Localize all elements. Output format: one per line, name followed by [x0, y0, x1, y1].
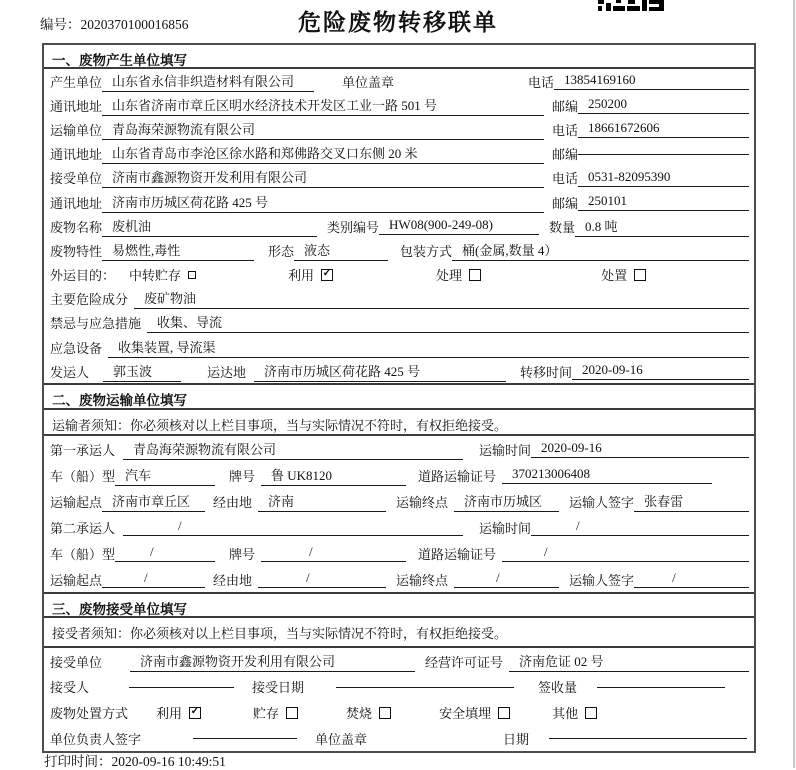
row-receiver-address [44, 190, 754, 214]
route2-origin-value: / [102, 570, 205, 588]
document-number-value: 2020370100016856 [80, 17, 189, 32]
vehicle-type1-value: 汽车 [115, 465, 215, 486]
row-receiver-unit [44, 166, 754, 190]
first-carrier-value: 青岛海荣源物流有限公司 [123, 439, 463, 460]
row-emergency-measures [44, 311, 754, 335]
disposal-landfill-label: 安全填埋 [439, 706, 492, 722]
row-outbound-purpose [44, 263, 754, 287]
destination-label: 运达地 [207, 364, 247, 380]
packaging-label: 包装方式 [400, 243, 453, 259]
print-time-label: 打印时间： [44, 754, 112, 769]
road-permit1-value: 370213006408 [502, 466, 712, 484]
accept-unit-label: 接受单位 [50, 654, 103, 670]
quantity-value: 0.8 吨 [575, 216, 749, 237]
accept-unit-value: 济南市鑫源物资开发利用有限公司 [130, 651, 415, 672]
disposal-option-utilize [156, 703, 201, 722]
purpose-dispose-checkbox [634, 269, 646, 281]
route1-end-label: 运输终点 [396, 494, 449, 510]
purpose-treat-label: 处理 [436, 268, 463, 284]
responsible-signature-label: 单位负责人签字 [50, 731, 142, 747]
waste-name-value: 废机油 [102, 216, 317, 237]
disposal-utilize-label: 利用 [156, 706, 183, 722]
route1-signature-label: 运输人签字 [569, 494, 635, 510]
license-no-value: 济南危证 02 号 [509, 651, 749, 672]
disposal-option-other [552, 703, 597, 722]
receiver-unit-value: 济南市鑫源物资开发利用有限公司 [102, 167, 544, 188]
transport-zip-label: 邮编 [552, 147, 579, 163]
row-route1 [44, 488, 754, 514]
license-no-label: 经营许可证号 [425, 654, 504, 670]
quantity-label: 数量 [549, 219, 576, 235]
section-transporter [44, 383, 754, 592]
vehicle-type2-label: 车（船）型 [50, 546, 116, 562]
purpose-option-utilize [288, 265, 333, 284]
road-permit2-label: 道路运输证号 [418, 546, 497, 562]
row-waste-traits [44, 238, 754, 262]
disposal-option-store [253, 703, 298, 722]
accept-date-value [336, 686, 514, 688]
category-code-label: 类别编号 [327, 219, 380, 235]
second-carrier-value: / [123, 518, 463, 536]
receiver-zip-value: 250101 [578, 193, 749, 211]
purpose-utilize-label: 利用 [288, 268, 315, 284]
packaging-value: 桶(金属,数量 4） [452, 240, 749, 261]
disposal-utilize-checkbox: ✓ [190, 706, 200, 718]
route2-origin-label: 运输起点 [50, 572, 103, 588]
disposal-method-label: 废物处置方式 [50, 706, 129, 722]
emergency-equipment-value: 收集装置, 导流渠 [108, 337, 749, 358]
route1-via-label: 经由地 [213, 494, 253, 510]
route2-via-label: 经由地 [213, 572, 253, 588]
row-route2 [44, 566, 754, 592]
transport-zip-value [578, 153, 749, 155]
print-time-value: 2020-09-16 10:49:51 [111, 754, 226, 769]
transport-address-label: 通讯地址 [50, 147, 103, 163]
transport-unit-value: 青岛海荣源物流有限公司 [102, 119, 544, 140]
row-responsible-signature [44, 726, 754, 752]
route1-via-value: 济南 [258, 491, 386, 512]
route1-end-value: 济南市历城区 [454, 491, 559, 512]
route2-end-value: / [454, 570, 559, 588]
producer-address-value: 山东省济南市章丘区明水经济技术开发区工业一路 501 号 [102, 95, 544, 116]
producer-address-label: 通讯地址 [50, 98, 103, 114]
transfer-date-value: 2020-09-16 [572, 362, 749, 380]
disposal-option-incinerate [346, 703, 391, 722]
disposal-option-landfill [439, 703, 510, 722]
producer-zip-label: 邮编 [552, 98, 579, 114]
row-transport-unit [44, 117, 754, 141]
purpose-transfer-storage-label: 中转贮存 [129, 268, 182, 284]
transport-unit-label: 运输单位 [50, 122, 103, 138]
receiver-zip-label: 邮编 [552, 195, 579, 211]
row-hazard-components [44, 287, 754, 311]
purpose-option-dispose [601, 265, 646, 284]
row-accept-unit [44, 648, 754, 674]
unit-seal-label: 单位盖章 [342, 74, 395, 90]
producer-phone-value: 13854169160 [554, 72, 749, 90]
row-transport-address [44, 142, 754, 166]
disposal-store-checkbox [286, 707, 298, 719]
received-amount-value [597, 686, 725, 688]
date-value [549, 737, 747, 739]
second-carrier-label: 第二承运人 [50, 520, 116, 536]
destination-value: 济南市历城区荷花路 425 号 [254, 361, 506, 382]
plate-no2-value: / [261, 544, 406, 562]
document-header [0, 0, 796, 40]
receiver-phone-value: 0531-82095390 [578, 169, 749, 187]
purpose-utilize-checkbox: ✓ [322, 268, 332, 280]
form-state-label: 形态 [268, 243, 295, 259]
purpose-option-transfer-storage [129, 265, 196, 284]
emergency-equipment-label: 应急设备 [50, 340, 103, 356]
waste-name-label: 废物名称 [50, 219, 103, 235]
receiver-address-label: 通讯地址 [50, 195, 103, 211]
disposal-other-checkbox [585, 707, 597, 719]
qr-code-fragment-icon [598, 0, 664, 11]
first-carrier-label: 第一承运人 [50, 442, 116, 458]
date-label: 日期 [503, 731, 530, 747]
route1-signature-value: 张春雷 [634, 491, 749, 512]
row-first-carrier [44, 436, 754, 462]
receiver-notice: 接受者须知：你必须核对以上栏目事项，当与实际情况不符时，有权拒绝接受。 [44, 618, 754, 648]
disposal-other-label: 其他 [552, 706, 579, 722]
waste-traits-label: 废物特性 [50, 243, 103, 259]
receiver-phone-label: 电话 [552, 171, 579, 187]
accept-person-label: 接受人 [50, 680, 90, 696]
form-state-value: 液态 [294, 240, 388, 261]
row-accept-person [44, 674, 754, 700]
purpose-treat-checkbox [469, 269, 481, 281]
print-time [44, 750, 226, 770]
route2-signature-value: / [634, 570, 749, 588]
shipper-label: 发运人 [50, 364, 90, 380]
accept-person-value [129, 686, 234, 688]
outbound-purpose-label: 外运目的： [50, 268, 116, 284]
vehicle-type1-label: 车（船）型 [50, 468, 116, 484]
road-permit2-value: / [502, 544, 749, 562]
shipper-value: 郭玉波 [103, 361, 181, 382]
section2-title: 二、废物运输单位填写 [44, 383, 754, 410]
transport-phone-label: 电话 [552, 122, 579, 138]
window-right-edge [793, 0, 795, 768]
accept-date-label: 接受日期 [252, 680, 305, 696]
emergency-measures-value: 收集、导流 [147, 312, 749, 333]
emergency-measures-label: 禁忌与应急措施 [50, 316, 142, 332]
plate-no1-value: 鲁 UK8120 [261, 465, 406, 486]
category-code-value: HW08(900-249-08) [379, 217, 539, 235]
waste-traits-value: 易燃性,毒性 [102, 240, 254, 261]
transport-phone-value: 18661672606 [578, 120, 749, 138]
responsible-signature-value [193, 737, 297, 739]
row-waste-name [44, 214, 754, 238]
row-emergency-equipment [44, 335, 754, 359]
transport-time1-value: 2020-09-16 [531, 440, 749, 458]
section1-title: 一、废物产生单位填写 [44, 45, 754, 69]
transport-address-value: 山东省青岛市李沧区徐水路和郑佛路交叉口东侧 20 米 [102, 143, 544, 164]
transport-time2-value: / [531, 518, 749, 536]
section3-title: 三、废物接受单位填写 [44, 592, 754, 618]
hazard-components-value: 废矿物油 [134, 288, 749, 309]
disposal-incinerate-checkbox [379, 707, 391, 719]
row-disposal-method [44, 700, 754, 726]
transporter-notice: 运输者须知：你必须核对以上栏目事项，当与实际情况不符时，有权拒绝接受。 [44, 410, 754, 436]
row-vehicle-type1 [44, 462, 754, 488]
route2-end-label: 运输终点 [396, 572, 449, 588]
road-permit1-label: 道路运输证号 [418, 468, 497, 484]
disposal-landfill-checkbox [498, 707, 510, 719]
received-amount-label: 签收量 [538, 680, 578, 696]
route1-origin-value: 济南市章丘区 [102, 491, 205, 512]
producer-zip-value: 250200 [578, 96, 749, 114]
producer-unit-label: 产生单位 [50, 74, 103, 90]
plate-no2-label: 牌号 [229, 546, 256, 562]
route2-signature-label: 运输人签字 [569, 572, 635, 588]
disposal-incinerate-label: 焚烧 [346, 706, 373, 722]
unit-seal2-label: 单位盖章 [315, 731, 368, 747]
row-vehicle-type2 [44, 540, 754, 566]
row-second-carrier [44, 514, 754, 540]
row-shipper [44, 359, 754, 383]
row-producer-address [44, 93, 754, 117]
transport-time2-label: 运输时间 [479, 520, 532, 536]
disposal-store-label: 贮存 [253, 706, 280, 722]
document-number-label: 编号： [40, 17, 81, 32]
receiver-unit-label: 接受单位 [50, 171, 103, 187]
route2-via-value: / [258, 570, 386, 588]
route1-origin-label: 运输起点 [50, 494, 103, 510]
transport-time1-label: 运输时间 [479, 442, 532, 458]
section-receiver [44, 592, 754, 751]
section-producer [44, 45, 754, 383]
purpose-transfer-storage-checkbox [188, 271, 196, 279]
hazard-components-label: 主要危险成分 [50, 292, 129, 308]
purpose-option-treat [436, 265, 481, 284]
producer-unit-value: 山东省永信非织造材料有限公司 [102, 71, 314, 92]
plate-no1-label: 牌号 [229, 468, 256, 484]
transfer-date-label: 转移时间 [520, 364, 573, 380]
receiver-address-value: 济南市历城区荷花路 425 号 [102, 192, 544, 213]
manifest-form [42, 43, 756, 753]
page-title: 危险废物转移联单 [298, 10, 498, 35]
row-producer-unit [44, 69, 754, 93]
producer-phone-label: 电话 [528, 74, 555, 90]
vehicle-type2-value: / [115, 544, 215, 562]
purpose-dispose-label: 处置 [601, 268, 628, 284]
